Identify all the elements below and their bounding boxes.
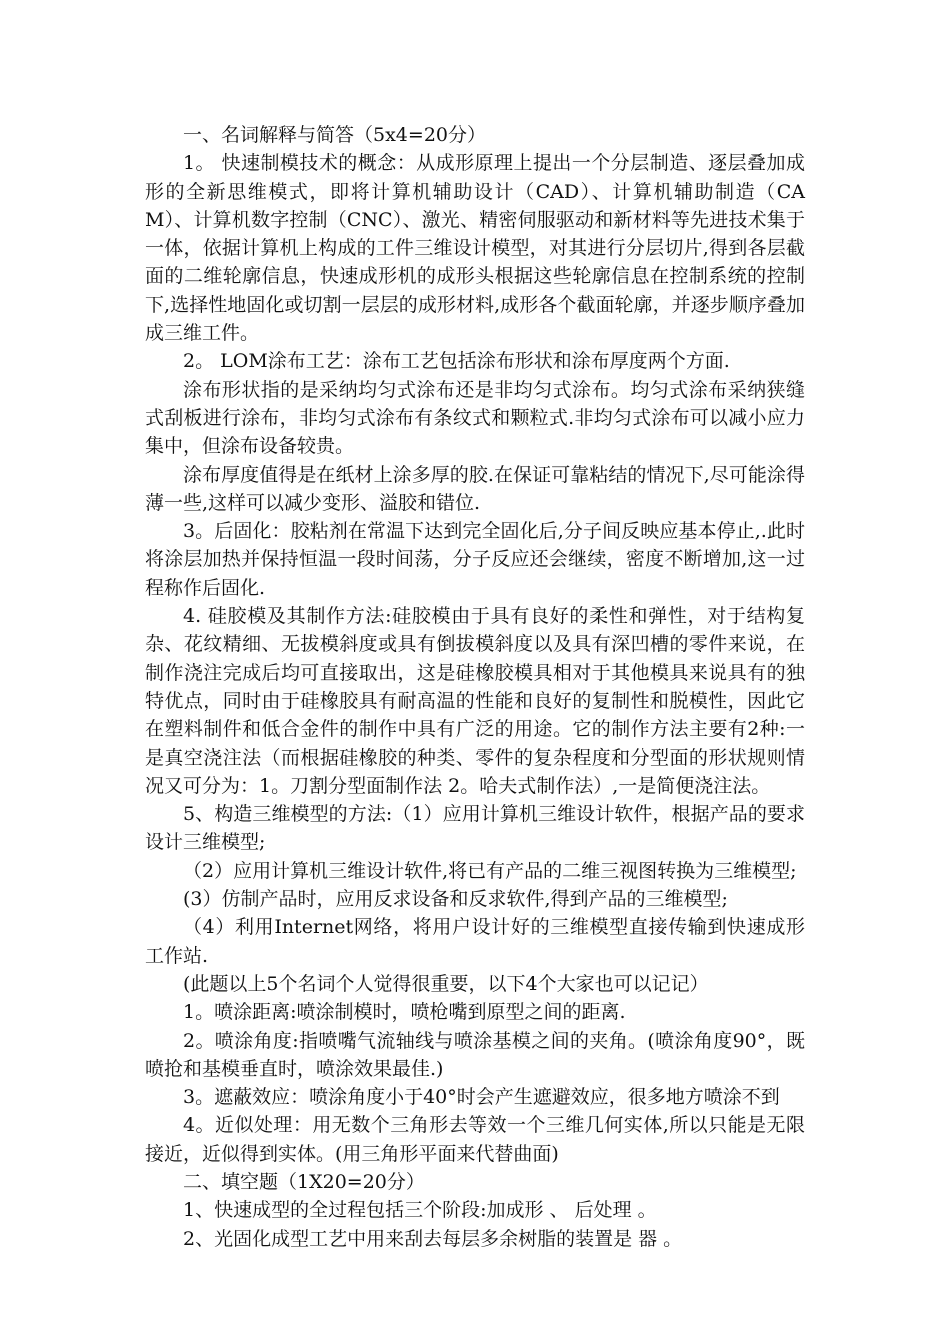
paragraph-rapid-tooling: 1。 快速制模技术的概念：从成形原理上提出一个分层制造、逐层叠加成形的全新思维模式，即将计算机辅助设计（CAD）、计算机辅助制造（CAM）、计算机数字控制（CNC）、激光、精密伺服驱动和新材料等先进技术集于一体，依据计算机上构成的工件三维设计模型，对其进行分层切片,得到各层截面的二维轮廓信息，快速成形机的成形头根据这些轮廓信息在控制系统的控制下,选择性地固化或切割一层层的成形材料,成形各个截面轮廓，并逐步顺序叠加成三维工件。	[145, 152, 805, 345]
paragraph-silicone-mold: 4. 硅胶模及其制作方法:硅胶模由于具有良好的柔性和弹性，对于结构复杂、花纹精细、无拔模斜度或具有倒拔模斜度以及具有深凹槽的零件来说，在制作浇注完成后均可直接取出，这是硅橡胶模具相对于其他模具来说具有的独特优点，同时由于硅橡胶具有耐高温的性能和良好的复制性和脱模性，因此它在塑料制件和低合金件的制作中具有广泛的用途。它的制作方法主要有2种:一是真空浇注法（而根据硅橡胶的种类、零件的复杂程度和分型面的形状规则情况又可分为：1。刀割分型面制作法 2。哈夫式制作法）,一是简便浇注法。	[145, 605, 805, 797]
paragraph-method-4: （4）利用Internet网络，将用户设计好的三维模型直接传输到快速成形工作站.	[145, 916, 805, 967]
document-body	[145, 121, 805, 1253]
fill-blank-question-1: 1、快速成型的全过程包括三个阶段:加成形 、 后处理 。	[183, 1199, 657, 1222]
section-heading-1: 一、名词解释与简答（5x4=20分）	[183, 124, 486, 146]
paragraph-shadow-effect: 3。遮蔽效应：喷涂角度小于40°时会产生遮避效应，很多地方喷涂不到	[183, 1086, 780, 1109]
paragraph-post-curing: 3。后固化：胶粘剂在常温下达到完全固化后,分子间反映应基本停止,.此时将涂层加热并保持恒温一段时间荡，分子反应还会继续，密度不断增加,这一过程称作后固化.	[145, 520, 805, 599]
section-heading-2: 二、填空题（1X20=20分）	[183, 1170, 425, 1193]
paragraph-approximation: 4。近似处理：用无数个三角形去等效一个三维几何实体,所以只能是无限接近，近似得到实体。(用三角形平面来代替曲面)	[145, 1114, 805, 1165]
fill-blank-question-2: 2、光固化成型工艺中用来刮去每层多余树脂的装置是 器 。	[183, 1227, 683, 1250]
paragraph-spray-angle: 2。喷涂角度:指喷嘴气流轴线与喷涂基模之间的夹角。(喷涂角度90°，既喷抢和基模垂直时，喷涂效果最佳.)	[145, 1029, 805, 1080]
paragraph-note: (此题以上5个名词个人觉得很重要，以下4个大家也可以记记）	[183, 972, 709, 995]
paragraph-coating-thickness: 涂布厚度值得是在纸材上涂多厚的胶.在保证可靠粘结的情况下,尽可能涂得薄一些,这样可以减少变形、溢胶和错位.	[145, 463, 805, 514]
paragraph-3d-model-methods: 5、构造三维模型的方法:（1）应用计算机三维设计软件，根据产品的要求设计三维模型;	[145, 803, 805, 854]
paragraph-spray-distance: 1。喷涂距离:喷涂制模时，喷枪嘴到原型之间的距离.	[183, 1001, 626, 1024]
paragraph-lom-coating: 2。 LOM涂布工艺：涂布工艺包括涂布形状和涂布厚度两个方面.	[183, 350, 730, 373]
paragraph-method-3: (3）仿制产品时，应用反求设备和反求软件,得到产品的三维模型;	[183, 888, 728, 911]
paragraph-coating-shape: 涂布形状指的是采纳均匀式涂布还是非均匀式涂布。均匀式涂布采纳狭缝式刮板进行涂布，非均匀式涂布有条纹式和颗粒式.非均匀式涂布可以减小应力集中，但涂布设备较贵。	[145, 378, 805, 458]
paragraph-method-2: （2）应用计算机三维设计软件,将已有产品的二维三视图转换为三维模型;	[183, 859, 797, 882]
